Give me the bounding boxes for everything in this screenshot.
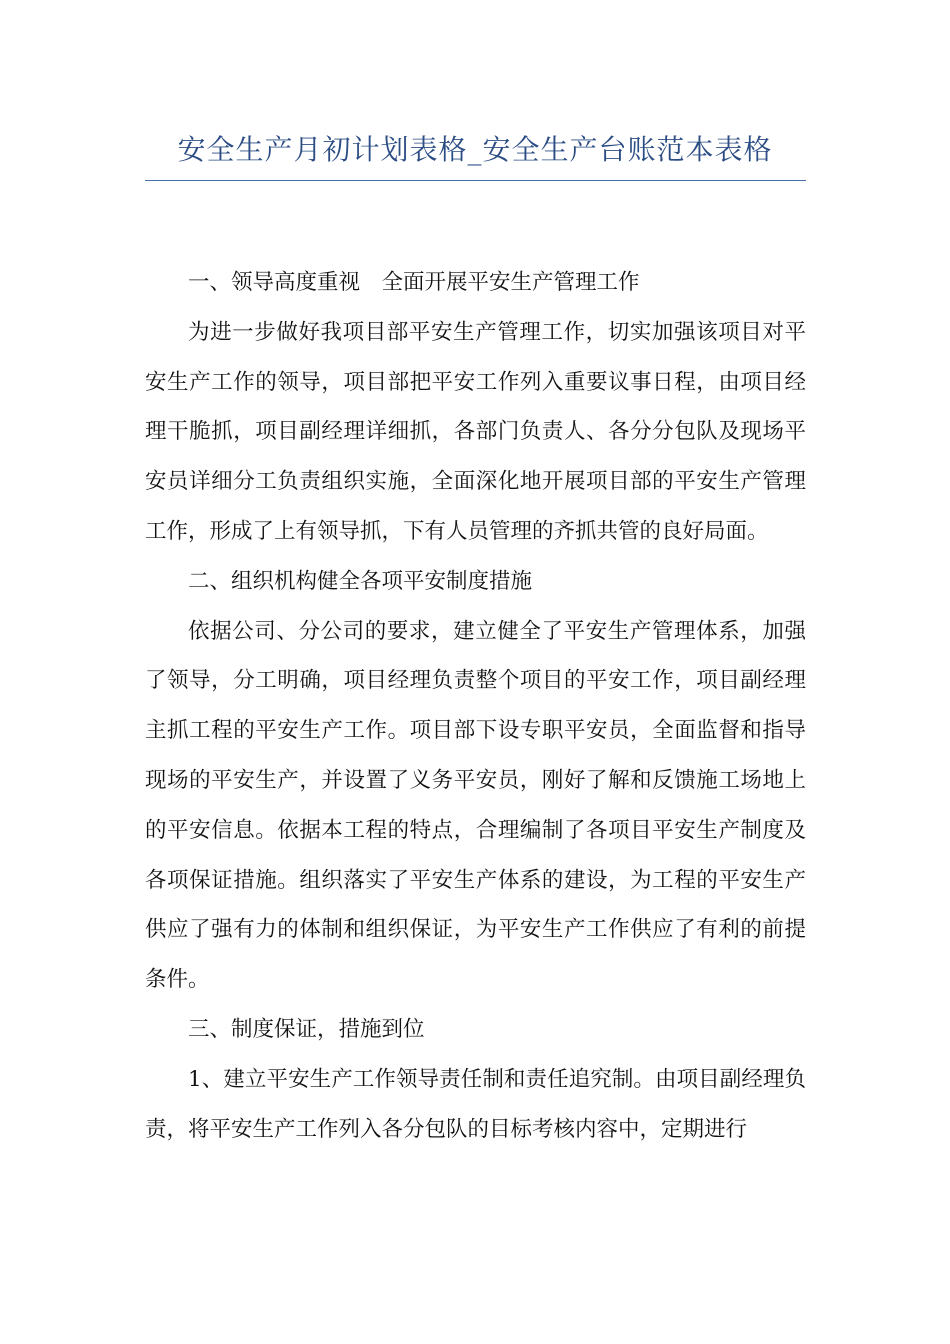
paragraph-3: 1、建立平安生产工作领导责任制和责任追究制。由项目副经理负责，将平安生产工作列入各分包队的目标考核内容中，定期进行 bbox=[145, 1066, 806, 1142]
section-heading-2: 二、组织机构健全各项平安制度措施 bbox=[188, 568, 533, 594]
title-underline bbox=[145, 180, 806, 181]
section-heading-3: 三、制度保证，措施到位 bbox=[188, 1016, 425, 1042]
paragraph-2: 依据公司、分公司的要求，建立健全了平安生产管理体系，加强了领导，分工明确，项目经理负责整个项目的平安工作，项目副经理主抓工程的平安生产工作。项目部下设专职平安员，全面监督和指导现场的平安生产，并设置了义务平安员，刚好了解和反馈施工场地上的平安信息。依据本工程的特点，合理编制了各项目平安生产制度及各项保证措施。组织落实了平安生产体系的建设，为工程的平安生产供应了强有力的体制和组织保证，为平安生产工作供应了有利的前提条件。 bbox=[145, 618, 806, 993]
paragraph-1: 为进一步做好我项目部平安生产管理工作，切实加强该项目对平安生产工作的领导，项目部把平安工作列入重要议事日程，由项目经理干脆抓，项目副经理详细抓，各部门负责人、各分分包队及现场平安员详细分工负责组织实施，全面深化地开展项目部的平安生产管理工作，形成了上有领导抓，下有人员管理的齐抓共管的良好局面。 bbox=[145, 319, 806, 544]
document-title: 安全生产月初计划表格_安全生产台账范本表格 bbox=[177, 133, 773, 166]
section-heading-1: 一、领导高度重视 全面开展平安生产管理工作 bbox=[188, 270, 640, 295]
document-body bbox=[145, 258, 806, 1154]
